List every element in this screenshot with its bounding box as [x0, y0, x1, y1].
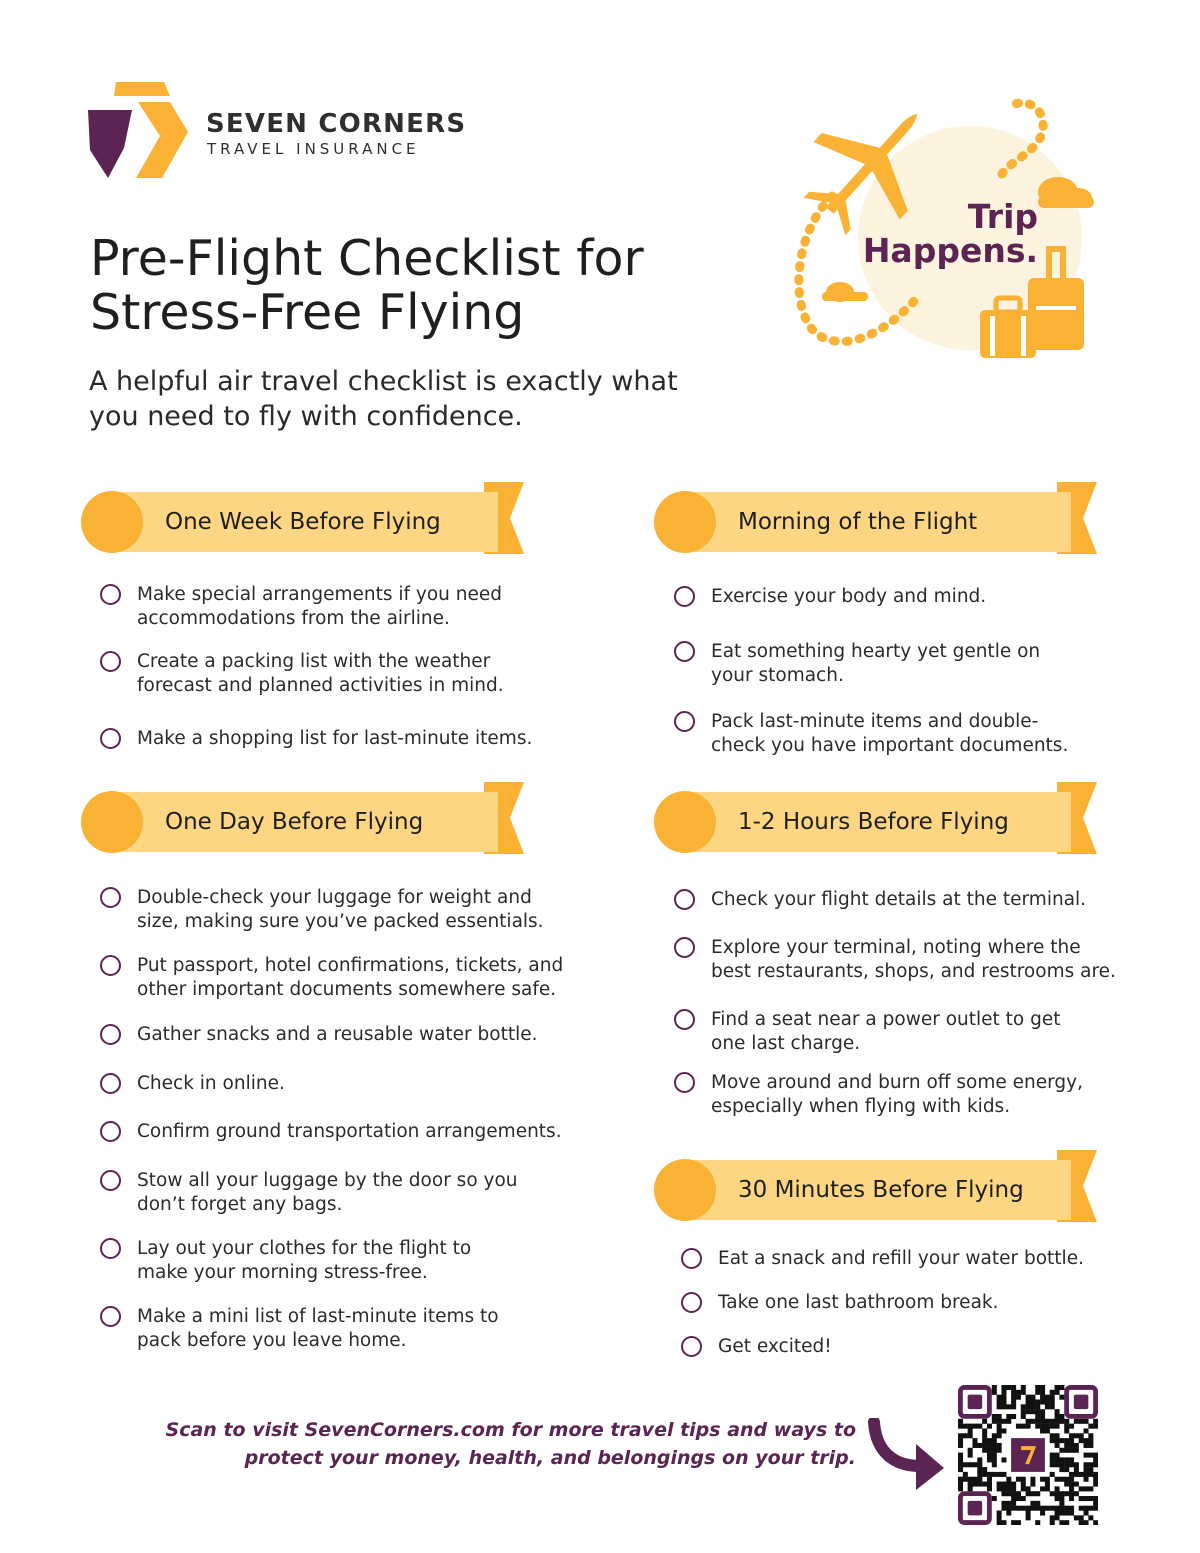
footer-cta — [150, 1416, 856, 1472]
section-header — [653, 482, 1103, 562]
checklist-item-text — [711, 888, 1086, 912]
section-bullet-icon — [654, 491, 716, 553]
checklist-item-text — [718, 1291, 999, 1315]
page-subtitle — [89, 364, 678, 434]
checklist-item[interactable] — [100, 1120, 562, 1144]
checklist-item-text — [711, 640, 1040, 688]
checklist-item-text — [137, 583, 502, 631]
checklist-item[interactable] — [100, 727, 532, 751]
section-header — [80, 482, 530, 562]
checklist-item[interactable] — [674, 1008, 1061, 1056]
checklist-item-line: Double-check your luggage for weight and — [137, 887, 532, 908]
checklist-item-line: Check in online. — [137, 1073, 285, 1094]
checklist-item[interactable] — [681, 1247, 1084, 1271]
title-line-1: Pre-Flight Checklist for — [90, 230, 644, 287]
checkbox-circle-icon[interactable] — [100, 887, 121, 908]
checkbox-circle-icon[interactable] — [674, 889, 695, 910]
seven-corners-logo-icon — [86, 80, 190, 180]
checklist-item-line: size, making sure you’ve packed essentials. — [137, 911, 544, 932]
checklist-item-line: Take one last bathroom break. — [718, 1292, 999, 1313]
checklist-item-line: make your morning stress-free. — [137, 1262, 428, 1283]
page-title — [90, 232, 644, 340]
checklist-item-text — [137, 1023, 538, 1047]
checklist-item[interactable] — [100, 650, 504, 698]
checklist-item-line: check you have important documents. — [711, 735, 1069, 756]
checklist-item-line: Get excited! — [718, 1336, 832, 1357]
checklist-item-line: Exercise your body and mind. — [711, 586, 987, 607]
checklist-item-line: Explore your terminal, noting where the — [711, 937, 1081, 958]
checklist-item[interactable] — [681, 1291, 999, 1315]
checklist-item-line: pack before you leave home. — [137, 1330, 407, 1351]
checklist-item[interactable] — [674, 936, 1116, 984]
section-title: One Week Before Flying — [165, 509, 441, 535]
checklist-item[interactable] — [100, 1237, 471, 1285]
checklist-item[interactable] — [674, 585, 986, 609]
checklist-item[interactable] — [674, 640, 1040, 688]
checklist-item[interactable] — [674, 710, 1068, 758]
checklist-item-line: Put passport, hotel confirmations, tickets, and — [137, 955, 564, 976]
checkbox-circle-icon[interactable] — [674, 641, 695, 662]
checklist-item-line: Stow all your luggage by the door so you — [137, 1170, 518, 1191]
section-bullet-icon — [81, 791, 143, 853]
checkbox-circle-icon[interactable] — [100, 1073, 121, 1094]
checklist-item-line: forecast and planned activities in mind. — [137, 675, 504, 696]
checklist-item[interactable] — [674, 1071, 1083, 1119]
checklist-item-text — [137, 1120, 562, 1144]
subtitle-line-2: you need to fly with confidence. — [89, 401, 523, 432]
checklist-item-line: one last charge. — [711, 1033, 861, 1054]
checklist-item[interactable] — [100, 1072, 285, 1096]
checklist-item[interactable] — [674, 888, 1086, 912]
checkbox-circle-icon[interactable] — [100, 955, 121, 976]
checklist-item-line: accommodations from the airline. — [137, 608, 450, 629]
checklist-item[interactable] — [681, 1335, 832, 1359]
checklist-item-line: Make a shopping list for last-minute items. — [137, 728, 533, 749]
checkbox-circle-icon[interactable] — [674, 586, 695, 607]
checkbox-circle-icon[interactable] — [674, 937, 695, 958]
checklist-item-line: Find a seat near a power outlet to get — [711, 1009, 1061, 1030]
checklist-item-text — [711, 710, 1068, 758]
checkbox-circle-icon[interactable] — [674, 1009, 695, 1030]
checkbox-circle-icon[interactable] — [681, 1292, 702, 1313]
checklist-item-text — [137, 650, 504, 698]
checklist-item[interactable] — [100, 583, 502, 631]
checklist-item[interactable] — [100, 886, 544, 934]
checklist-item-text — [137, 954, 563, 1002]
checklist-item-line: Confirm ground transportation arrangements. — [137, 1121, 562, 1142]
qr-logo-icon — [1011, 1438, 1045, 1472]
section-header — [80, 782, 530, 862]
section-bullet-icon — [81, 491, 143, 553]
section-bullet-icon — [654, 791, 716, 853]
section-title: 1-2 Hours Before Flying — [738, 809, 1009, 835]
arrow-right-icon — [868, 1418, 948, 1492]
section-title: One Day Before Flying — [165, 809, 424, 835]
checklist-item-line: Check your flight details at the terminal. — [711, 889, 1087, 910]
section-title: 30 Minutes Before Flying — [738, 1177, 1024, 1203]
checklist-item-text — [711, 936, 1116, 984]
checklist-item-line: your stomach. — [711, 665, 844, 686]
checklist-item-text — [711, 585, 986, 609]
checkbox-circle-icon[interactable] — [674, 711, 695, 732]
checkbox-circle-icon[interactable] — [100, 1238, 121, 1259]
checklist-item-line: Eat something hearty yet gentle on — [711, 641, 1041, 662]
footer-line-2: protect your money, health, and belongings on your trip. — [244, 1447, 856, 1469]
checklist-item-line: Move around and burn off some energy, — [711, 1072, 1083, 1093]
hero-line-2: Happens. — [862, 231, 1038, 270]
title-line-2: Stress-Free Flying — [90, 284, 525, 341]
checklist-item[interactable] — [100, 1023, 538, 1047]
checkbox-circle-icon[interactable] — [100, 1121, 121, 1142]
section-header — [653, 1150, 1103, 1230]
qr-code[interactable] — [958, 1385, 1098, 1525]
section-header — [653, 782, 1103, 862]
checklist-item-text — [137, 1305, 499, 1353]
footer-line-1: Scan to visit SevenCorners.com for more travel tips and ways to — [165, 1419, 856, 1441]
checkbox-circle-icon[interactable] — [674, 1072, 695, 1093]
checklist-item[interactable] — [100, 1305, 499, 1353]
checklist-item[interactable] — [100, 954, 563, 1002]
checklist-item-line: Create a packing list with the weather — [137, 651, 491, 672]
checklist-item-line: Make special arrangements if you need — [137, 584, 502, 605]
subtitle-line-1: A helpful air travel checklist is exactly what — [89, 366, 678, 397]
checkbox-circle-icon[interactable] — [100, 728, 121, 749]
checkbox-circle-icon[interactable] — [100, 1170, 121, 1191]
section-title: Morning of the Flight — [738, 509, 978, 535]
checkbox-circle-icon[interactable] — [100, 584, 121, 605]
checkbox-circle-icon[interactable] — [681, 1248, 702, 1269]
checklist-item-line: other important documents somewhere safe. — [137, 979, 557, 1000]
checkbox-circle-icon[interactable] — [100, 1024, 121, 1045]
checklist-item-text — [137, 886, 544, 934]
checklist-item-line: Gather snacks and a reusable water bottle. — [137, 1024, 538, 1045]
brand-tagline: TRAVEL INSURANCE — [207, 140, 420, 158]
checklist-item-line: Lay out your clothes for the flight to — [137, 1238, 472, 1259]
checklist-item-text — [711, 1071, 1083, 1119]
checklist-item-text — [711, 1008, 1061, 1056]
checklist-item-line: Eat a snack and refill your water bottle. — [718, 1248, 1084, 1269]
checklist-item-text — [137, 1237, 471, 1285]
checklist-item[interactable] — [100, 1169, 518, 1217]
checklist-item-line: Pack last-minute items and double- — [711, 711, 1039, 732]
checkbox-circle-icon[interactable] — [100, 651, 121, 672]
checklist-item-text — [137, 1169, 518, 1217]
checklist-item-line: best restaurants, shops, and restrooms are. — [711, 961, 1116, 982]
checklist-item-line: don’t forget any bags. — [137, 1194, 343, 1215]
brand-name: SEVEN CORNERS — [206, 109, 467, 139]
checklist-item-text — [137, 727, 532, 751]
checklist-item-line: especially when flying with kids. — [711, 1096, 1011, 1117]
checkbox-circle-icon[interactable] — [681, 1336, 702, 1357]
hero-line-1: Trip — [967, 197, 1038, 236]
checklist-item-text — [137, 1072, 285, 1096]
section-bullet-icon — [654, 1159, 716, 1221]
hero-tagline — [858, 197, 1038, 270]
checklist-item-text — [718, 1247, 1084, 1271]
checklist-item-text — [718, 1335, 832, 1359]
checklist-item-line: Make a mini list of last-minute items to — [137, 1306, 499, 1327]
checkbox-circle-icon[interactable] — [100, 1306, 121, 1327]
